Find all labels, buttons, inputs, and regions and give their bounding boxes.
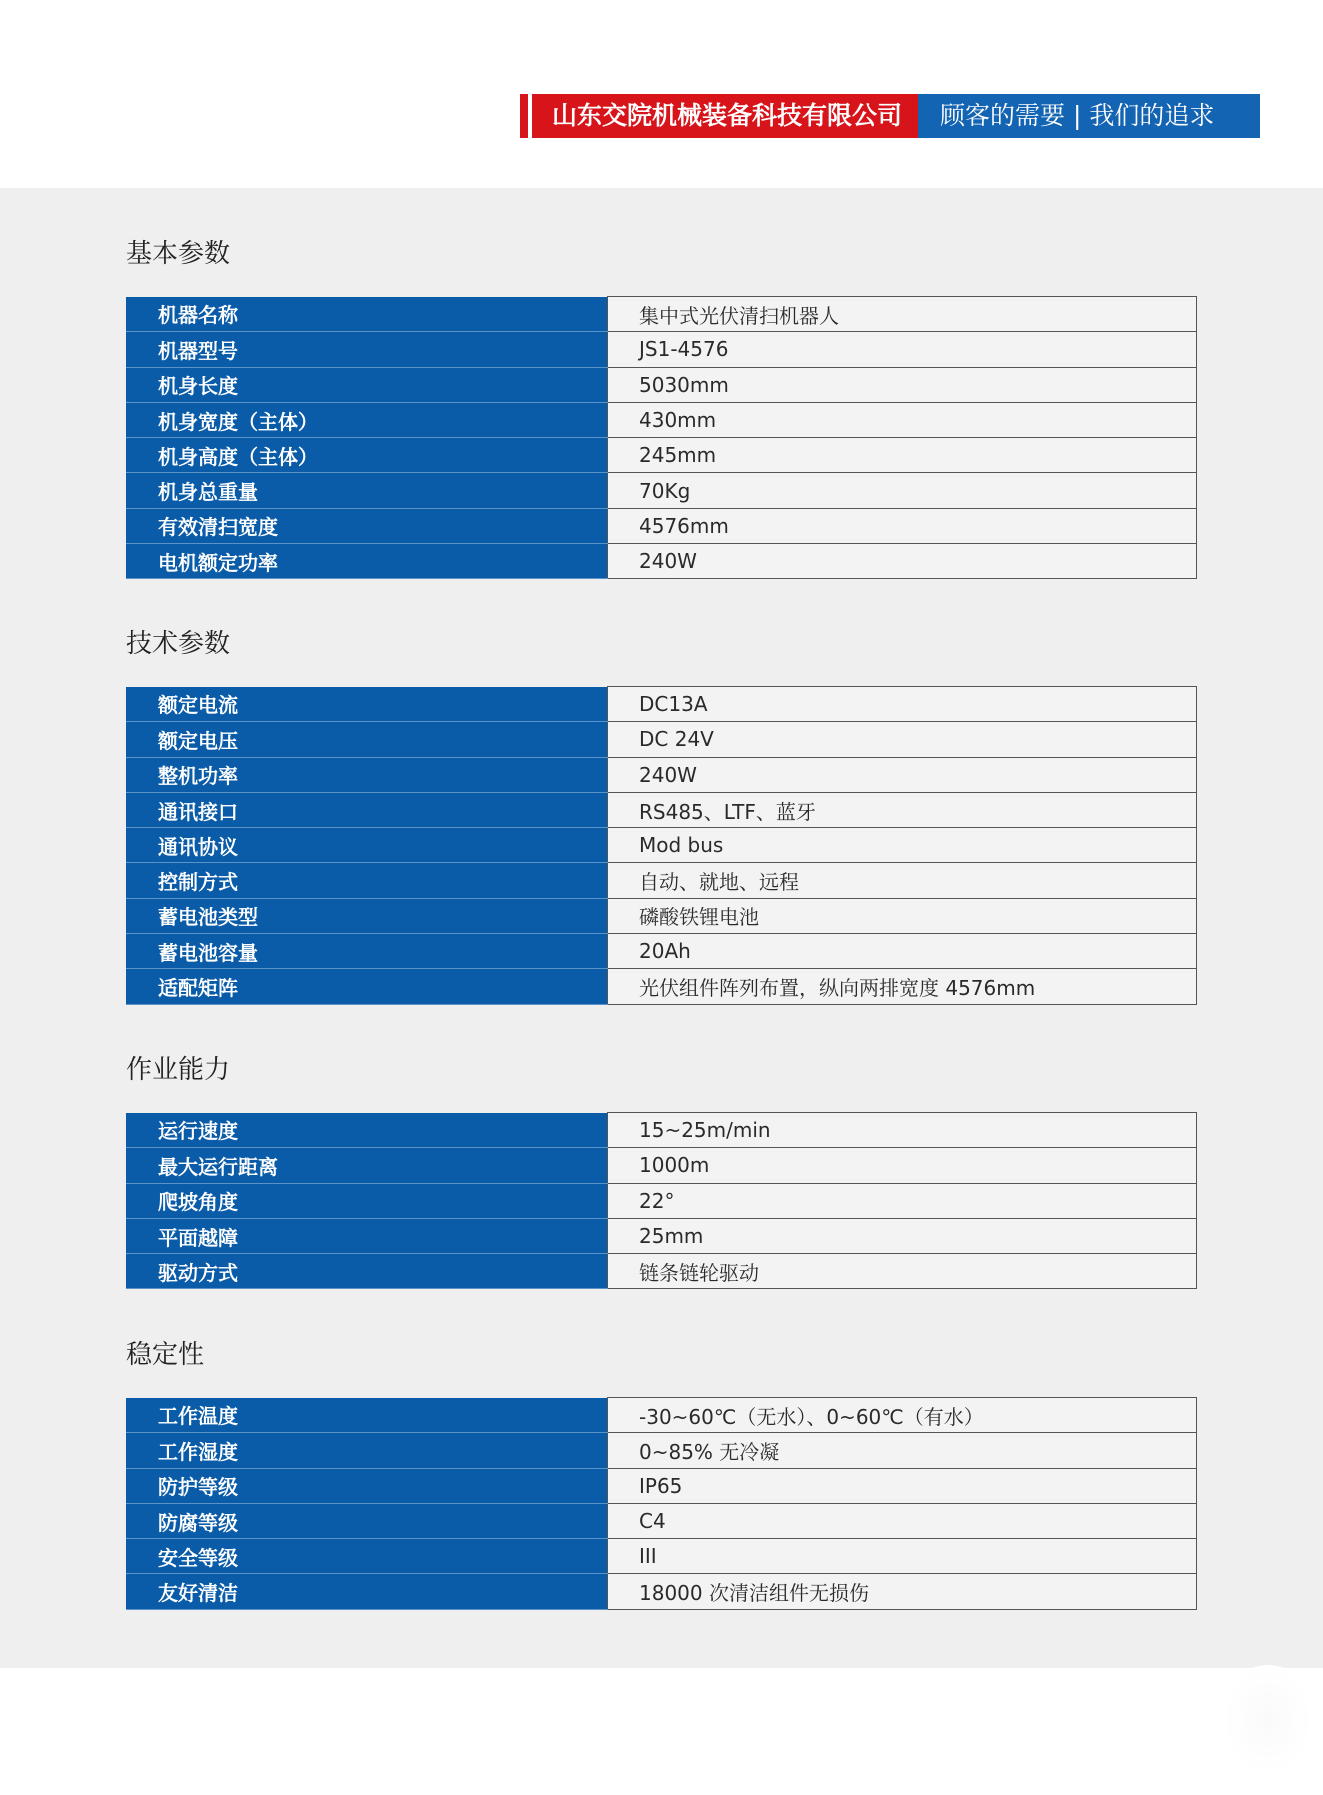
section-tech-params	[126, 626, 1197, 1005]
section-title: 基本参数	[126, 239, 231, 269]
table-row	[127, 297, 1197, 332]
param-label: 机身高度（主体）	[127, 438, 608, 473]
param-value: 20Ah	[608, 934, 1197, 969]
param-label: 运行速度	[127, 1113, 608, 1148]
param-value: 240W	[608, 757, 1197, 792]
param-label: 驱动方式	[127, 1254, 608, 1289]
section-stability	[126, 1337, 1197, 1610]
param-value: DC13A	[608, 687, 1197, 722]
param-value: III	[608, 1539, 1197, 1574]
param-value: 光伏组件阵列布置，纵向两排宽度 4576mm	[608, 969, 1197, 1004]
param-value: 240W	[608, 544, 1197, 579]
param-label: 机身长度	[127, 367, 608, 402]
table-row	[127, 438, 1197, 473]
param-label: 最大运行距离	[127, 1148, 608, 1183]
param-value: 磷酸铁锂电池	[608, 898, 1197, 933]
param-value: 245mm	[608, 438, 1197, 473]
company-slogan: 顾客的需要 | 我们的追求	[918, 94, 1260, 138]
table-row	[127, 969, 1197, 1004]
table-row	[127, 1433, 1197, 1468]
param-value: 5030mm	[608, 367, 1197, 402]
table-row	[127, 828, 1197, 863]
param-value: 25mm	[608, 1218, 1197, 1253]
param-label: 机器型号	[127, 332, 608, 367]
param-label: 通讯接口	[127, 792, 608, 827]
param-value: -30~60℃（无水）、0~60℃（有水）	[608, 1398, 1197, 1433]
param-label: 额定电流	[127, 687, 608, 722]
param-value: 4576mm	[608, 508, 1197, 543]
param-label: 爬坡角度	[127, 1183, 608, 1218]
param-value: JS1-4576	[608, 332, 1197, 367]
param-value: 0~85% 无冷凝	[608, 1433, 1197, 1468]
table-row	[127, 1183, 1197, 1218]
param-label: 通讯协议	[127, 828, 608, 863]
param-label: 防护等级	[127, 1468, 608, 1503]
table-row	[127, 402, 1197, 437]
param-label: 额定电压	[127, 722, 608, 757]
section-title: 稳定性	[126, 1340, 205, 1370]
param-label: 整机功率	[127, 757, 608, 792]
param-label: 机器名称	[127, 297, 608, 332]
param-label: 安全等级	[127, 1539, 608, 1574]
param-value: C4	[608, 1503, 1197, 1538]
table-row	[127, 1468, 1197, 1503]
param-value: 22°	[608, 1183, 1197, 1218]
param-label: 工作温度	[127, 1398, 608, 1433]
param-value: Mod bus	[608, 828, 1197, 863]
header-banner	[520, 94, 1260, 138]
table-row	[127, 898, 1197, 933]
header-accent-bar	[520, 94, 528, 138]
param-value: 15~25m/min	[608, 1113, 1197, 1148]
table-row	[127, 1148, 1197, 1183]
section-title: 技术参数	[126, 629, 231, 659]
param-label: 适配矩阵	[127, 969, 608, 1004]
param-value: DC 24V	[608, 722, 1197, 757]
param-label: 蓄电池容量	[127, 934, 608, 969]
param-value: 430mm	[608, 402, 1197, 437]
table-row	[127, 367, 1197, 402]
company-name: 山东交院机械装备科技有限公司	[532, 94, 918, 138]
corner-decoration	[1223, 1665, 1313, 1775]
table-row	[127, 722, 1197, 757]
spec-table	[126, 686, 1197, 1005]
param-value: 70Kg	[608, 473, 1197, 508]
table-row	[127, 1574, 1197, 1609]
table-row	[127, 1503, 1197, 1538]
table-row	[127, 687, 1197, 722]
table-row	[127, 332, 1197, 367]
param-label: 工作湿度	[127, 1433, 608, 1468]
param-label: 友好清洁	[127, 1574, 608, 1609]
table-row	[127, 934, 1197, 969]
table-row	[127, 1398, 1197, 1433]
section-title: 作业能力	[126, 1055, 231, 1085]
table-row	[127, 863, 1197, 898]
table-row	[127, 1113, 1197, 1148]
table-row	[127, 508, 1197, 543]
spec-table	[126, 1397, 1197, 1610]
param-value: IP65	[608, 1468, 1197, 1503]
param-value: 自动、就地、远程	[608, 863, 1197, 898]
table-row	[127, 544, 1197, 579]
param-label: 机身宽度（主体）	[127, 402, 608, 437]
param-label: 蓄电池类型	[127, 898, 608, 933]
param-label: 平面越障	[127, 1218, 608, 1253]
spec-table	[126, 1112, 1197, 1289]
param-value: 1000m	[608, 1148, 1197, 1183]
table-row	[127, 1539, 1197, 1574]
table-row	[127, 792, 1197, 827]
param-value: 集中式光伏清扫机器人	[608, 297, 1197, 332]
section-basic-params	[126, 236, 1197, 579]
table-row	[127, 757, 1197, 792]
param-value: RS485、LTF、蓝牙	[608, 792, 1197, 827]
param-value: 链条链轮驱动	[608, 1254, 1197, 1289]
param-label: 防腐等级	[127, 1503, 608, 1538]
table-row	[127, 1254, 1197, 1289]
param-label: 电机额定功率	[127, 544, 608, 579]
param-label: 有效清扫宽度	[127, 508, 608, 543]
spec-table	[126, 296, 1197, 579]
param-value: 18000 次清洁组件无损伤	[608, 1574, 1197, 1609]
section-work-capacity	[126, 1052, 1197, 1289]
param-label: 机身总重量	[127, 473, 608, 508]
param-label: 控制方式	[127, 863, 608, 898]
table-row	[127, 473, 1197, 508]
table-row	[127, 1218, 1197, 1253]
